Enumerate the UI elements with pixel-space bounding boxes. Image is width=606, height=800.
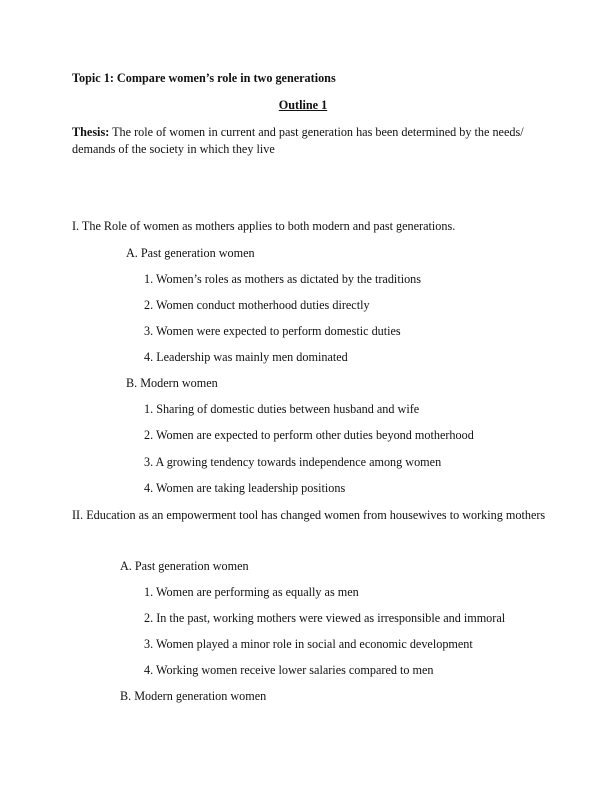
list-item: 3. Women were expected to perform domestic duties [144, 324, 401, 338]
section-2-heading: II. Education as an empowerment tool has changed women from housewives to working mothers [72, 508, 546, 522]
section-1-b-label: B. Modern women [126, 376, 218, 390]
list-item: 4. Leadership was mainly men dominated [144, 350, 348, 364]
list-item: 3. A growing tendency towards independence among women [144, 455, 442, 469]
list-item: 1. Women’s roles as mothers as dictated by the traditions [144, 272, 422, 286]
thesis-text-1: The role of women in current and past generation has been determined by the needs/ [109, 125, 524, 139]
thesis-line-2: demands of the society in which they live [72, 142, 275, 156]
section-1-a-label: A. Past generation women [126, 246, 255, 260]
section-2-a-label: A. Past generation women [120, 559, 249, 573]
list-item: 3. Women played a minor role in social and economic development [144, 637, 473, 651]
list-item: 4. Working women receive lower salaries compared to men [144, 663, 434, 677]
list-item: 1. Women are performing as equally as men [144, 585, 359, 599]
topic-heading: Topic 1: Compare women’s role in two generations [72, 71, 336, 85]
list-item: 2. Women are expected to perform other duties beyond motherhood [144, 428, 474, 442]
outline-title: Outline 1 [278, 98, 328, 112]
thesis-line-1 [72, 124, 524, 140]
list-item: 2. Women conduct motherhood duties directly [144, 298, 370, 312]
section-1-heading: I. The Role of women as mothers applies to both modern and past generations. [72, 219, 456, 233]
list-item: 1. Sharing of domestic duties between husband and wife [144, 402, 420, 416]
section-2-b-label: B. Modern generation women [120, 689, 267, 703]
list-item: 4. Women are taking leadership positions [144, 481, 346, 495]
thesis-label: Thesis: [72, 125, 110, 139]
list-item: 2. In the past, working mothers were viewed as irresponsible and immoral [144, 611, 506, 625]
